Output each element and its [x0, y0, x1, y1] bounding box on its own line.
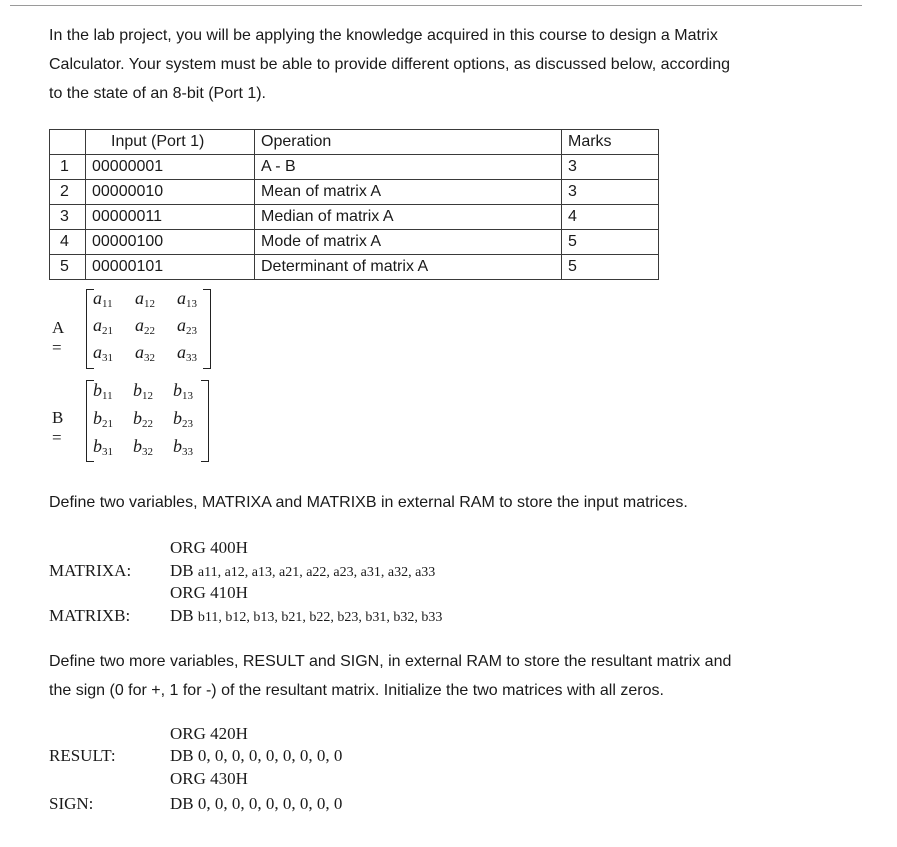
matrix-element: $a_{21}$ [93, 315, 113, 337]
row-marks: 5 [562, 230, 659, 255]
top-rule [10, 5, 862, 6]
db-keyword: DB [170, 561, 194, 580]
table-row [50, 255, 659, 280]
matrix-element: $b_{32}$ [133, 436, 153, 458]
matrixa-label: MATRIXA: [49, 561, 132, 580]
matrix-element: $a_{22}$ [135, 315, 155, 337]
org-430h: ORG 430H [170, 769, 248, 788]
row-operation: Determinant of matrix A [255, 255, 562, 280]
table-row [50, 180, 659, 205]
row-operation: A - B [255, 155, 562, 180]
row-marks: 5 [562, 255, 659, 280]
row-index: 3 [50, 205, 86, 230]
matrix-element: $a_{11}$ [93, 288, 113, 310]
row-index: 4 [50, 230, 86, 255]
table-row [50, 155, 659, 180]
result-label: RESULT: [49, 746, 116, 765]
matrix-a-label: A = [52, 318, 64, 357]
matrix-element: $a_{23}$ [177, 315, 197, 337]
matrix-element: $b_{33}$ [173, 436, 193, 458]
intro-line-1: In the lab project, you will be applying the knowledge acquired in this course to design a Matrix [49, 27, 718, 44]
row-marks: 3 [562, 155, 659, 180]
matrix-a-right-bracket [203, 289, 211, 369]
matrix-element: $a_{12}$ [135, 288, 155, 310]
intro-line-3: to the state of an 8-bit (Port 1). [49, 85, 266, 102]
matrix-element: $b_{13}$ [173, 380, 193, 402]
row-operation: Mean of matrix A [255, 180, 562, 205]
matrix-element: $a_{33}$ [177, 342, 197, 364]
code-block-result [49, 723, 469, 823]
sign-db: DB 0, 0, 0, 0, 0, 0, 0, 0, 0 [170, 794, 343, 813]
matrixa-values: a11, a12, a13, a21, a22, a23, a31, a32, a33 [197, 565, 436, 580]
row-input: 00000101 [86, 255, 255, 280]
define2-line-2: the sign (0 for +, 1 for -) of the resultant matrix. Initialize the two matrices with all zeros. [49, 682, 664, 699]
row-input: 00000100 [86, 230, 255, 255]
row-index: 5 [50, 255, 86, 280]
header-operation: Operation [255, 130, 562, 155]
table-row [50, 205, 659, 230]
table-header-row [50, 130, 659, 155]
define2-line-1: Define two more variables, RESULT and SIGN, in external RAM to store the resultant matrix and [49, 653, 732, 670]
matrix-element: $b_{23}$ [173, 408, 193, 430]
matrixb-db [170, 605, 442, 629]
matrix-element: $b_{11}$ [93, 380, 113, 402]
row-index: 1 [50, 155, 86, 180]
code-block-matrices [49, 537, 569, 627]
matrixa-db [170, 560, 435, 584]
row-input: 00000001 [86, 155, 255, 180]
table-row [50, 230, 659, 255]
db-keyword: DB [170, 606, 194, 625]
header-marks: Marks [562, 130, 659, 155]
matrix-b-right-bracket [201, 380, 209, 462]
matrix-element: $a_{31}$ [93, 342, 113, 364]
row-index: 2 [50, 180, 86, 205]
operations-table [49, 129, 659, 280]
org-420h: ORG 420H [170, 724, 248, 743]
sign-label: SIGN: [49, 794, 94, 813]
row-input: 00000010 [86, 180, 255, 205]
matrixb-values: b11, b12, b13, b21, b22, b23, b31, b32, b33 [197, 610, 443, 625]
row-input: 00000011 [86, 205, 255, 230]
row-marks: 4 [562, 205, 659, 230]
matrix-element: $b_{21}$ [93, 408, 113, 430]
row-marks: 3 [562, 180, 659, 205]
matrix-element: $b_{12}$ [133, 380, 153, 402]
matrix-b-label: B = [52, 408, 64, 447]
result-db: DB 0, 0, 0, 0, 0, 0, 0, 0, 0 [170, 746, 343, 765]
org-410h: ORG 410H [170, 583, 248, 602]
matrix-element: $b_{22}$ [133, 408, 153, 430]
define-variables-line: Define two variables, MATRIXA and MATRIXB in external RAM to store the input matrices. [49, 494, 688, 511]
row-operation: Mode of matrix A [255, 230, 562, 255]
matrixb-label: MATRIXB: [49, 606, 131, 625]
row-operation: Median of matrix A [255, 205, 562, 230]
header-input: Input (Port 1) [86, 130, 255, 155]
matrix-element: $b_{31}$ [93, 436, 113, 458]
intro-line-2: Calculator. Your system must be able to provide different options, as discussed below, according [49, 56, 730, 73]
org-400h: ORG 400H [170, 538, 248, 557]
matrix-element: $a_{32}$ [135, 342, 155, 364]
header-index [50, 130, 86, 155]
matrix-element: $a_{13}$ [177, 288, 197, 310]
